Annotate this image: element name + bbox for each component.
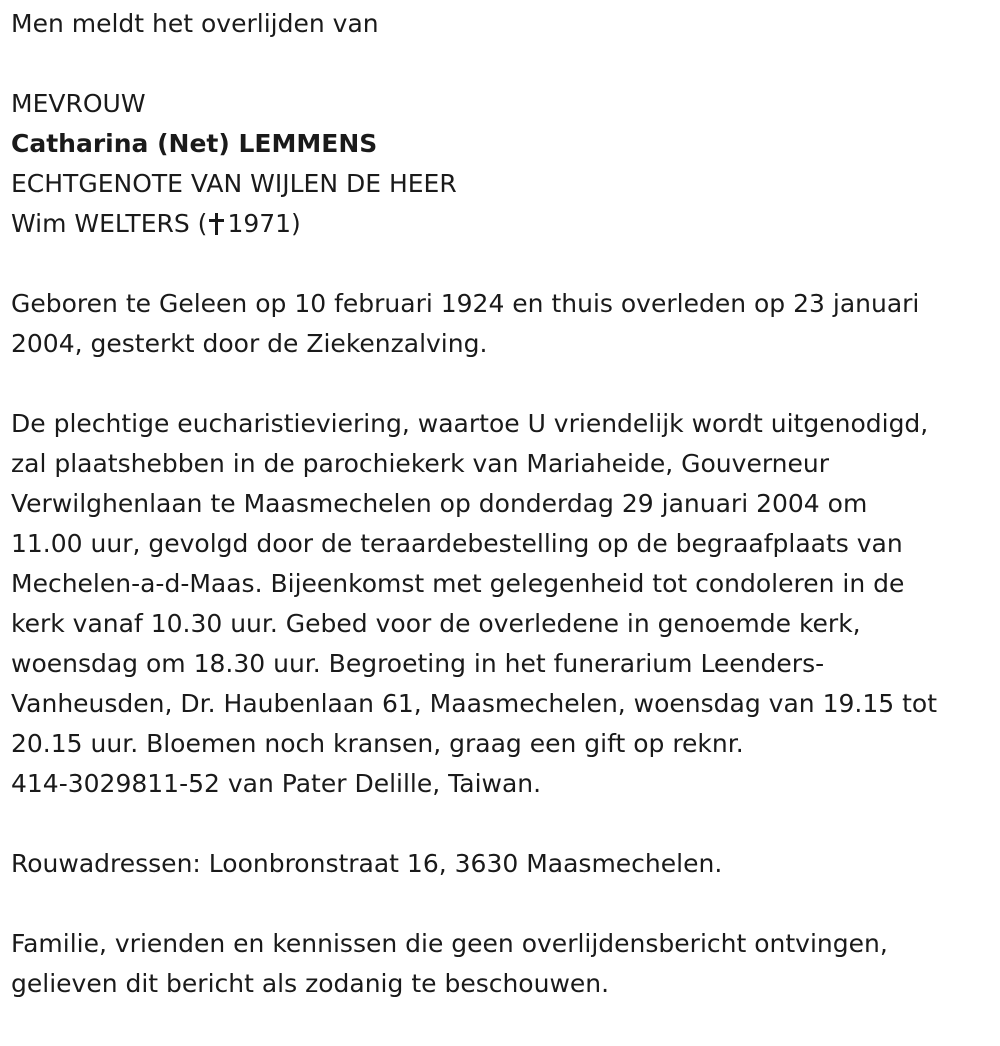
ceremony-line: Mechelen-a-d-Maas. Bijeenkomst met gelegenheid tot condoleren in de	[11, 569, 905, 598]
spouse-line	[11, 204, 991, 244]
spacer	[11, 884, 991, 924]
ceremony-line: kerk vanaf 10.30 uur. Gebed voor de overledene in genoemde kerk,	[11, 609, 861, 638]
cross-icon	[209, 213, 224, 235]
birth-death-line: Geboren te Geleen op 10 februari 1924 en thuis overleden op 23 januari	[11, 289, 920, 318]
ceremony-line: Verwilghenlaan te Maasmechelen op donderdag 29 januari 2004 om	[11, 489, 868, 518]
ceremony-line: De plechtige eucharistieviering, waartoe U vriendelijk wordt uitgenodigd,	[11, 409, 929, 438]
ceremony-line: woensdag om 18.30 uur. Begroeting in het funerarium Leenders-	[11, 649, 825, 678]
ceremony-line: zal plaatshebben in de parochiekerk van Mariaheide, Gouverneur	[11, 449, 830, 478]
spacer	[11, 804, 991, 844]
ceremony-line: 414-3029811-52 van Pater Delille, Taiwan.	[11, 769, 542, 798]
spacer	[11, 364, 991, 404]
closing-line: Familie, vrienden en kennissen die geen overlijdensbericht ontvingen,	[11, 929, 888, 958]
intro-line: Men meldt het overlijden van	[11, 9, 379, 38]
obituary-notice	[11, 4, 991, 1004]
spouse-name: Wim WELTERS (	[11, 209, 208, 238]
title-prefix: MEVROUW	[11, 89, 146, 118]
mourning-address: Rouwadressen: Loonbronstraat 16, 3630 Maasmechelen.	[11, 849, 723, 878]
spacer	[11, 244, 991, 284]
deceased-name: Catharina (Net) LEMMENS	[11, 129, 378, 158]
relation-line: ECHTGENOTE VAN WIJLEN DE HEER	[11, 169, 457, 198]
spouse-death-year: 1971)	[227, 209, 301, 238]
birth-death-line: 2004, gesterkt door de Ziekenzalving.	[11, 329, 488, 358]
closing-line: gelieven dit bericht als zodanig te beschouwen.	[11, 969, 610, 998]
ceremony-line: Vanheusden, Dr. Haubenlaan 61, Maasmechelen, woensdag van 19.15 tot	[11, 689, 938, 718]
spacer	[11, 44, 991, 84]
ceremony-line: 20.15 uur. Bloemen noch kransen, graag een gift op reknr.	[11, 729, 744, 758]
ceremony-line: 11.00 uur, gevolgd door de teraardebestelling op de begraafplaats van	[11, 529, 903, 558]
